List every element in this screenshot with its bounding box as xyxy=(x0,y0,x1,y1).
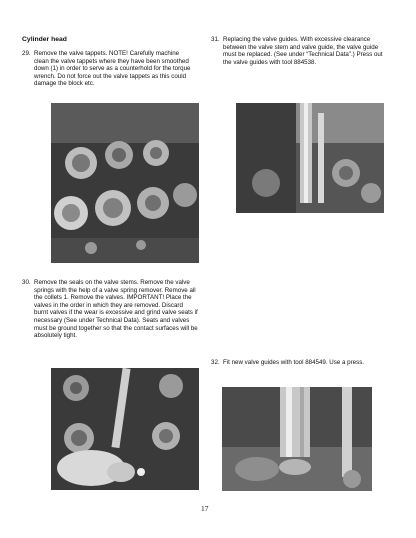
step-text: Remove the valve tappets. NOTE! Carefully machine clean the valve tappets where they have been smoothed down (1) in order to serve as a counterhold for the torque wrench. Do not force out the valve tappets as this could damage the block etc. xyxy=(34,50,191,88)
step-number: 31. xyxy=(211,36,220,43)
photo-valve-tappets xyxy=(51,103,199,263)
photo-valve-spring-remover xyxy=(51,368,199,490)
step-32 xyxy=(211,359,391,367)
page-number: 17 xyxy=(201,504,209,513)
photo-press-out-valve-guides-image xyxy=(236,103,384,213)
step-30 xyxy=(22,279,198,340)
step-text: Replacing the valve guides. With excessive clearance between the valve stem and valve guide, the valve guide must be replaced. (See under “Technical Data”.) Press out the valve guides with tool 884538. xyxy=(223,36,383,66)
step-text: Fit new valve guides with tool 884549. Use a press. xyxy=(223,359,365,366)
step-number: 32. xyxy=(211,359,220,366)
step-number: 29. xyxy=(22,50,31,57)
step-31 xyxy=(211,36,391,66)
photo-fit-valve-guides-image xyxy=(222,387,372,491)
step-number: 30. xyxy=(22,279,31,286)
photo-press-out-valve-guides xyxy=(236,103,384,213)
step-29 xyxy=(22,50,192,88)
photo-valve-tappets-image xyxy=(51,103,199,263)
photo-fit-valve-guides xyxy=(222,387,372,491)
step-text: Remove the seals on the valve stems. Remove the valve springs with the help of a valve spring remover. Remove all the collets 1. Remove the valves. IMPORTANT! Place the valves in the order in which they are removed. Discard burnt valves if the wear is excessive and grind valve seats if necessary (See under Technical Data). Seats and valves must be ground together so that the contact surfaces will be absolutely tight. xyxy=(34,279,198,340)
photo-valve-spring-remover-image xyxy=(51,368,199,490)
section-title: Cylinder head xyxy=(22,36,67,43)
